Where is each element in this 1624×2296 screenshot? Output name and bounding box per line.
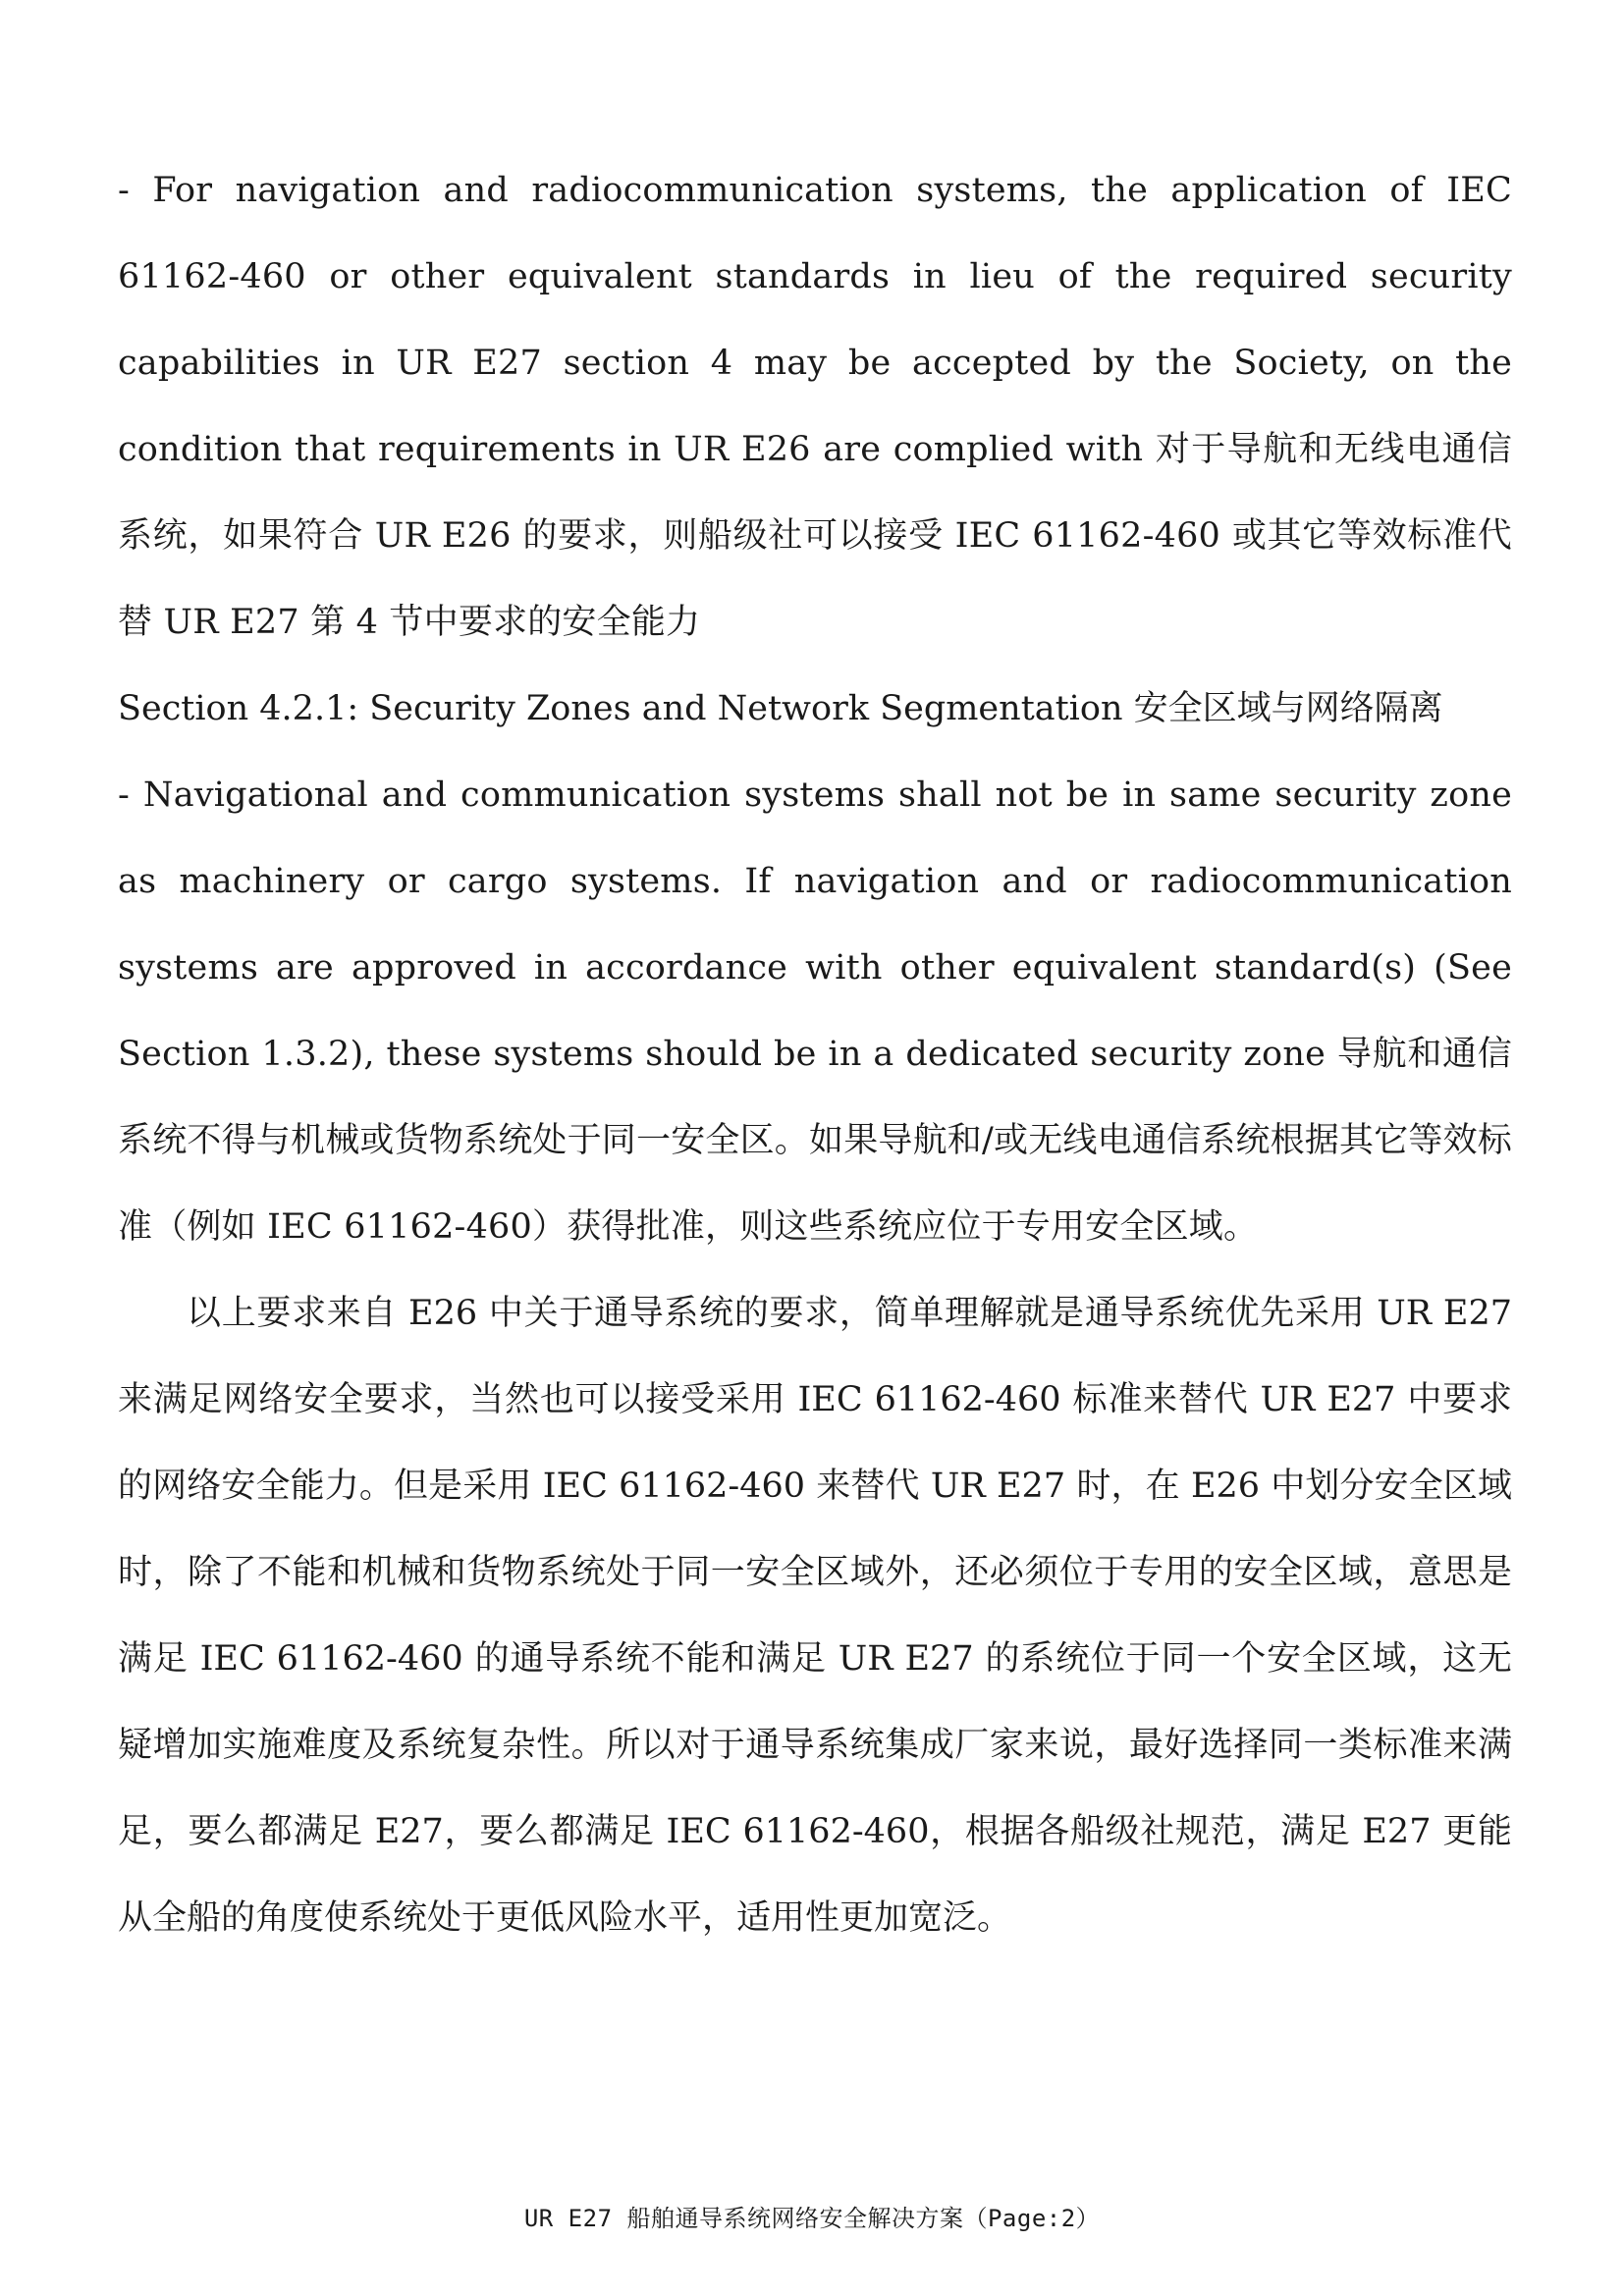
paragraph-navigation-radiocommunication: - For navigation and radiocommunication systems, the application of IEC 61162-460 or other equivalent standards in lieu of the required security capabilities in UR E27 section 4 may be accepted by the Society, on the condition that requirements in UR E26 are complied with 对于导航和无线电通信系统，如果符合 UR E26 的要求，则船级社可以接受 IEC 61162-460 或其它等效标准代替 UR E27 第 4 节中要求的安全能力 [118, 171, 1512, 642]
section-heading-4-2-1: Section 4.2.1: Security Zones and Network Segmentation 安全区域与网络隔离 [118, 689, 1443, 728]
page-footer: UR E27 船舶通导系统网络安全解决方案（Page:2） [523, 2205, 1101, 2232]
paragraph-security-zone-requirement: - Navigational and communication systems shall not be in same security zone as machinery or cargo systems. If navigation and or radiocommunication systems are approved in accordance with other equivalent standard(s) (See Section 1.3.2), these systems should be in a dedicated security zone 导航和通信系统不得与机械或货物系统处于同一安全区。如果导航和/或无线电通信系统根据其它等效标准（例如 IEC 61162-460）获得批准，则这些系统应位于专用安全区域。 [118, 775, 1512, 1247]
document-body [118, 147, 1512, 1961]
paragraph-analysis: 以上要求来自 E26 中关于通导系统的要求，简单理解就是通导系统优先采用 UR E27 来满足网络安全要求，当然也可以接受采用 IEC 61162-460 标准来替代 UR E27 中要求的网络安全能力。但是采用 IEC 61162-460 来替代 UR E27 时，在 E26 中划分安全区域时，除了不能和机械和货物系统处于同一安全区域外，还必须位于专用的安全区域，意思是满足 IEC 61162-460 的通导系统不能和满足 UR E27 的系统位于同一个安全区域，这无疑增加实施难度及系统复杂性。所以对于通导系统集成厂家来说，最好选择同一类标准来满足，要么都满足 E27，要么都满足 IEC 61162-460，根据各船级社规范，满足 E27 更能从全船的角度使系统处于更低风险水平，适用性更加宽泛。 [118, 1294, 1512, 1938]
